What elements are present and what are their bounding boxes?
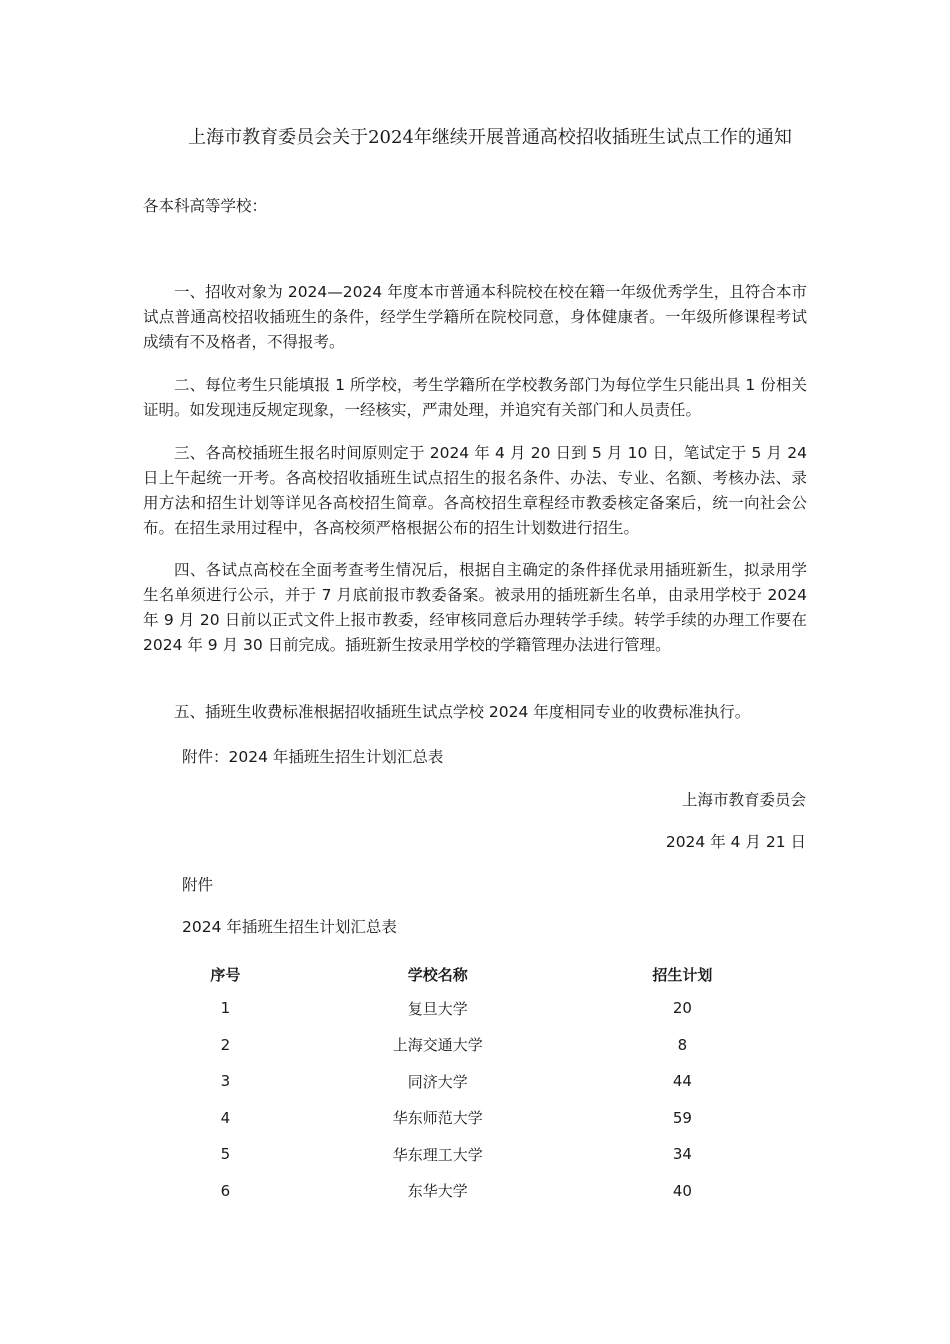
table-header-row <box>160 958 780 990</box>
row-school: 上海交通大学 <box>392 1036 483 1055</box>
appendix-label: 附件 <box>182 876 214 894</box>
header-plan: 招生计划 <box>652 965 713 984</box>
table-row <box>160 1100 780 1137</box>
row-school: 同济大学 <box>407 1072 468 1091</box>
table-row <box>160 1063 780 1100</box>
row-index: 1 <box>220 999 231 1018</box>
issue-date: 2024 年 4 月 21 日 <box>665 833 806 851</box>
signature: 上海市教育委员会 <box>681 791 806 809</box>
attachment-reference: 附件：2024 年插班生招生计划汇总表 <box>182 748 444 766</box>
appendix-title: 2024 年插班生招生计划汇总表 <box>182 918 397 936</box>
notice-title: 上海市教育委员会关于2024年继续开展普通高校招收插班生试点工作的通知 <box>188 127 792 148</box>
row-school: 华东师范大学 <box>392 1109 483 1128</box>
paragraph-5: 五、插班生收费标准根据招收插班生试点学校 2024 年度相同专业的收费标准执行。 <box>174 703 751 721</box>
table-row <box>160 1173 780 1210</box>
row-index: 6 <box>220 1181 231 1200</box>
row-index: 3 <box>220 1072 231 1091</box>
row-school: 东华大学 <box>407 1182 468 1201</box>
row-index: 5 <box>220 1145 231 1164</box>
table-row <box>160 1136 780 1173</box>
paragraph-4: 四、各试点高校在全面考查考生情况后，根据自主确定的条件择优录用插班新生，拟录用学生名单须进行公示，并于 7 月底前报市教委备案。被录用的插班新生名单，由录用学校于 2024 年 9 月 20 日前以正式文件上报市教委，经审核同意后办理转学手续。转学手续的办理工作要在 2024 年 9 月 30 日前完成。插班新生按录用学校的学籍管理办法进行管理。 <box>143 561 807 654</box>
enrollment-plan-table <box>160 958 780 1209</box>
header-school: 学校名称 <box>407 965 468 984</box>
row-plan: 40 <box>672 1181 692 1200</box>
row-school: 复旦大学 <box>407 999 468 1018</box>
row-plan: 59 <box>672 1108 692 1127</box>
row-plan: 44 <box>672 1072 692 1091</box>
paragraph-2: 二、每位考生只能填报 1 所学校，考生学籍所在学校教务部门为每位学生只能出具 1 份相关证明。如发现违反规定现象，一经核实，严肃处理，并追究有关部门和人员责任。 <box>143 376 807 419</box>
paragraph-3: 三、各高校插班生报名时间原则定于 2024 年 4 月 20 日到 5 月 10 日，笔试定于 5 月 24 日上午起统一开考。各高校招收插班生试点招生的报名条件、办法、专业、名额、考核办法、录用方法和招生计划等详见各高校招生简章。各高校招生章程经市教委核定备案后，统一向社会公布。在招生录用过程中，各高校须严格根据公布的招生计划数进行招生。 <box>143 444 807 537</box>
row-plan: 20 <box>672 999 692 1018</box>
table-row <box>160 1027 780 1064</box>
row-school: 华东理工大学 <box>392 1145 483 1164</box>
row-index: 2 <box>220 1035 231 1054</box>
paragraph-1: 一、招收对象为 2024—2024 年度本市普通本科院校在校在籍一年级优秀学生，且符合本市试点普通高校招收插班生的条件，经学生学籍所在院校同意，身体健康者。一年级所修课程考试成绩有不及格者，不得报考。 <box>143 283 807 351</box>
row-plan: 8 <box>677 1035 688 1054</box>
row-index: 4 <box>220 1108 231 1127</box>
header-index: 序号 <box>210 965 241 984</box>
row-plan: 34 <box>672 1145 692 1164</box>
table-row <box>160 990 780 1027</box>
salutation: 各本科高等学校： <box>143 197 268 215</box>
